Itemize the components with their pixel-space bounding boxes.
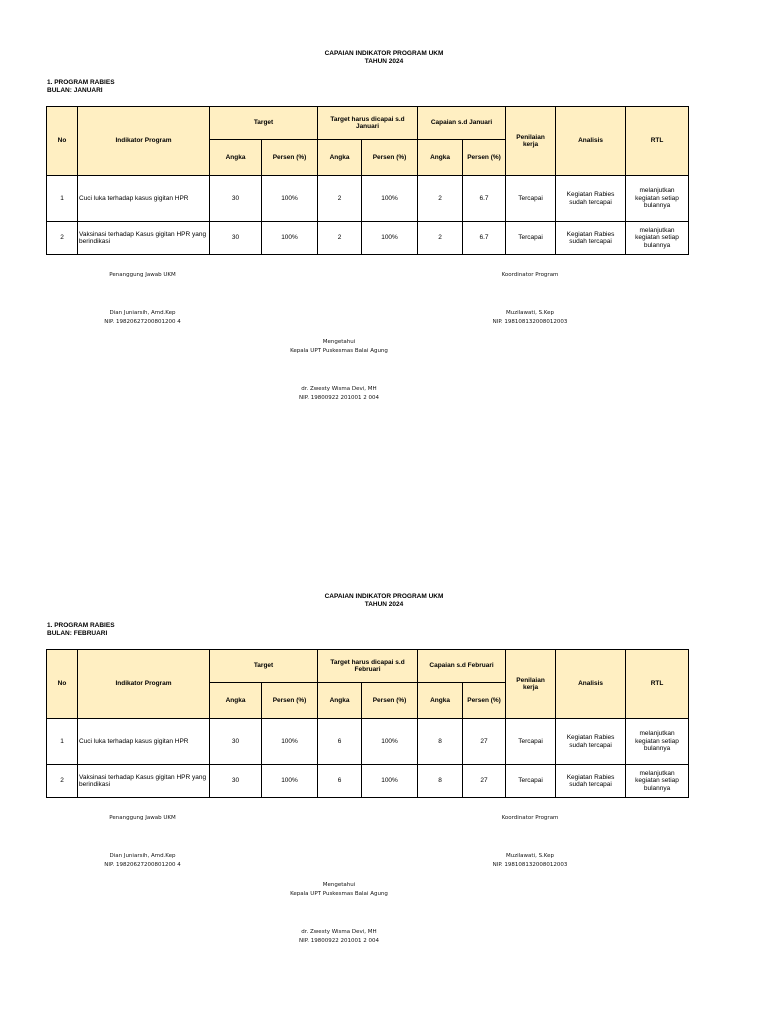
cell-indikator: Vaksinasi terhadap Kasus gigitan HPR yang berindikasi <box>78 765 210 798</box>
mengetahui-label: Mengetahui <box>322 882 356 888</box>
cell-penilaian: Tercapai <box>506 719 556 765</box>
cell-cap-angka: 2 <box>418 176 463 222</box>
title-line-1: CAPAIAN INDIKATOR PROGRAM UKM <box>324 50 444 57</box>
cell-indikator: Cuci luka terhadap kasus gigitan HPR <box>78 176 210 222</box>
cell-analisis: Kegiatan Rabies sudah tercapai <box>556 719 626 765</box>
cell-rtl: melanjutkan kegiatan setiap bulannya <box>626 765 689 798</box>
pj-name: Dian Juniarsih, Amd.Kep <box>109 310 176 316</box>
pj-nip: NIP. 19820627200801200 4 <box>104 319 181 325</box>
cell-no: 1 <box>47 719 78 765</box>
program-info <box>47 622 115 637</box>
kepala-nip: NIP. 19800922 201001 2 004 <box>299 395 379 401</box>
header-persen: Persen (%) <box>262 140 318 176</box>
cell-cap-persen: 27 <box>463 765 506 798</box>
header-indikator: Indikator Program <box>78 650 210 719</box>
report-section-januari <box>0 0 768 420</box>
header-angka: Angka <box>318 683 362 719</box>
header-analisis: Analisis <box>556 650 626 719</box>
cell-target-persen: 100% <box>262 222 318 255</box>
title-line-2: TAHUN 2024 <box>364 58 404 65</box>
table-row <box>47 719 689 765</box>
cell-th-persen: 100% <box>362 765 418 798</box>
header-angka: Angka <box>318 140 362 176</box>
cell-cap-persen: 6.7 <box>463 222 506 255</box>
pj-title: Penanggung Jawab UKM <box>109 815 176 821</box>
cell-analisis: Kegiatan Rabies sudah tercapai <box>556 222 626 255</box>
signature-kepala <box>259 881 419 946</box>
header-penilaian: Penilaian kerja <box>506 107 556 176</box>
cell-analisis: Kegiatan Rabies sudah tercapai <box>556 176 626 222</box>
kepala-nip: NIP. 19800922 201001 2 004 <box>299 938 379 944</box>
cell-rtl: melanjutkan kegiatan setiap bulannya <box>626 222 689 255</box>
cell-cap-angka: 8 <box>418 719 463 765</box>
report-title <box>0 593 768 609</box>
title-line-2: TAHUN 2024 <box>364 601 404 608</box>
table-row <box>47 222 689 255</box>
header-angka: Angka <box>418 683 463 719</box>
header-no: No <box>47 107 78 176</box>
header-angka: Angka <box>210 140 262 176</box>
cell-th-angka: 2 <box>318 222 362 255</box>
header-angka: Angka <box>418 140 463 176</box>
cell-no: 2 <box>47 765 78 798</box>
kepala-name: dr. Zwesty Wisma Devi, MH <box>301 929 377 935</box>
cell-cap-persen: 6.7 <box>463 176 506 222</box>
signature-koordinator <box>465 271 595 327</box>
cell-indikator: Vaksinasi terhadap Kasus gigitan HPR yang berindikasi <box>78 222 210 255</box>
cell-th-persen: 100% <box>362 719 418 765</box>
indicator-table <box>46 106 689 255</box>
bulan-label: BULAN: FEBRUARI <box>47 629 108 637</box>
header-persen: Persen (%) <box>362 683 418 719</box>
header-persen: Persen (%) <box>362 140 418 176</box>
signature-pj <box>80 271 205 327</box>
bulan-label: BULAN: JANUARI <box>47 86 103 94</box>
cell-th-persen: 100% <box>362 176 418 222</box>
signature-pj <box>80 814 205 870</box>
cell-target-angka: 30 <box>210 222 262 255</box>
report-title <box>0 50 768 66</box>
signature-koordinator <box>465 814 595 870</box>
header-persen: Persen (%) <box>463 683 506 719</box>
header-analisis: Analisis <box>556 107 626 176</box>
kepala-title: Kepala UPT Puskesmas Balai Agung <box>290 891 388 897</box>
cell-no: 1 <box>47 176 78 222</box>
cell-th-persen: 100% <box>362 222 418 255</box>
table-row <box>47 176 689 222</box>
table-row <box>47 765 689 798</box>
indicator-table <box>46 649 689 798</box>
cell-rtl: melanjutkan kegiatan setiap bulannya <box>626 176 689 222</box>
header-persen: Persen (%) <box>463 140 506 176</box>
kepala-title: Kepala UPT Puskesmas Balai Agung <box>290 348 388 354</box>
cell-target-persen: 100% <box>262 765 318 798</box>
header-angka: Angka <box>210 683 262 719</box>
cell-cap-angka: 2 <box>418 222 463 255</box>
header-target: Target <box>210 650 318 683</box>
cell-no: 2 <box>47 222 78 255</box>
pj-title: Penanggung Jawab UKM <box>109 272 176 278</box>
cell-rtl: melanjutkan kegiatan setiap bulannya <box>626 719 689 765</box>
koor-name: Muzilawati, S.Kep <box>505 853 555 859</box>
program-name: 1. PROGRAM RABIES <box>47 79 115 86</box>
cell-th-angka: 6 <box>318 765 362 798</box>
program-name: 1. PROGRAM RABIES <box>47 622 115 629</box>
report-section-februari <box>0 543 768 963</box>
koor-name: Muzilawati, S.Kep <box>505 310 555 316</box>
header-rtl: RTL <box>626 107 689 176</box>
cell-penilaian: Tercapai <box>506 176 556 222</box>
header-persen: Persen (%) <box>262 683 318 719</box>
header-target: Target <box>210 107 318 140</box>
cell-target-angka: 30 <box>210 719 262 765</box>
header-target-harus: Target harus dicapai s.d Februari <box>318 650 418 683</box>
cell-analisis: Kegiatan Rabies sudah tercapai <box>556 765 626 798</box>
kepala-name: dr. Zwesty Wisma Devi, MH <box>301 386 377 392</box>
cell-penilaian: Tercapai <box>506 222 556 255</box>
cell-target-angka: 30 <box>210 765 262 798</box>
cell-indikator: Cuci luka terhadap kasus gigitan HPR <box>78 719 210 765</box>
cell-target-angka: 30 <box>210 176 262 222</box>
signature-kepala <box>259 338 419 403</box>
koor-nip: NIP. 198108132008012003 <box>492 319 568 325</box>
header-capaian: Capaian s.d Januari <box>418 107 506 140</box>
title-line-1: CAPAIAN INDIKATOR PROGRAM UKM <box>324 593 444 600</box>
koor-title: Koordinator Program <box>501 272 559 278</box>
koor-nip: NIP. 198108132008012003 <box>492 862 568 868</box>
program-info <box>47 79 115 94</box>
cell-target-persen: 100% <box>262 176 318 222</box>
header-penilaian: Penilaian kerja <box>506 650 556 719</box>
header-capaian: Capaian s.d Februari <box>418 650 506 683</box>
pj-nip: NIP. 19820627200801200 4 <box>104 862 181 868</box>
header-indikator: Indikator Program <box>78 107 210 176</box>
pj-name: Dian Juniarsih, Amd.Kep <box>109 853 176 859</box>
mengetahui-label: Mengetahui <box>322 339 356 345</box>
cell-th-angka: 2 <box>318 176 362 222</box>
koor-title: Koordinator Program <box>501 815 559 821</box>
cell-penilaian: Tercapai <box>506 765 556 798</box>
cell-cap-persen: 27 <box>463 719 506 765</box>
header-target-harus: Target harus dicapai s.d Januari <box>318 107 418 140</box>
header-no: No <box>47 650 78 719</box>
cell-cap-angka: 8 <box>418 765 463 798</box>
cell-th-angka: 6 <box>318 719 362 765</box>
header-rtl: RTL <box>626 650 689 719</box>
cell-target-persen: 100% <box>262 719 318 765</box>
